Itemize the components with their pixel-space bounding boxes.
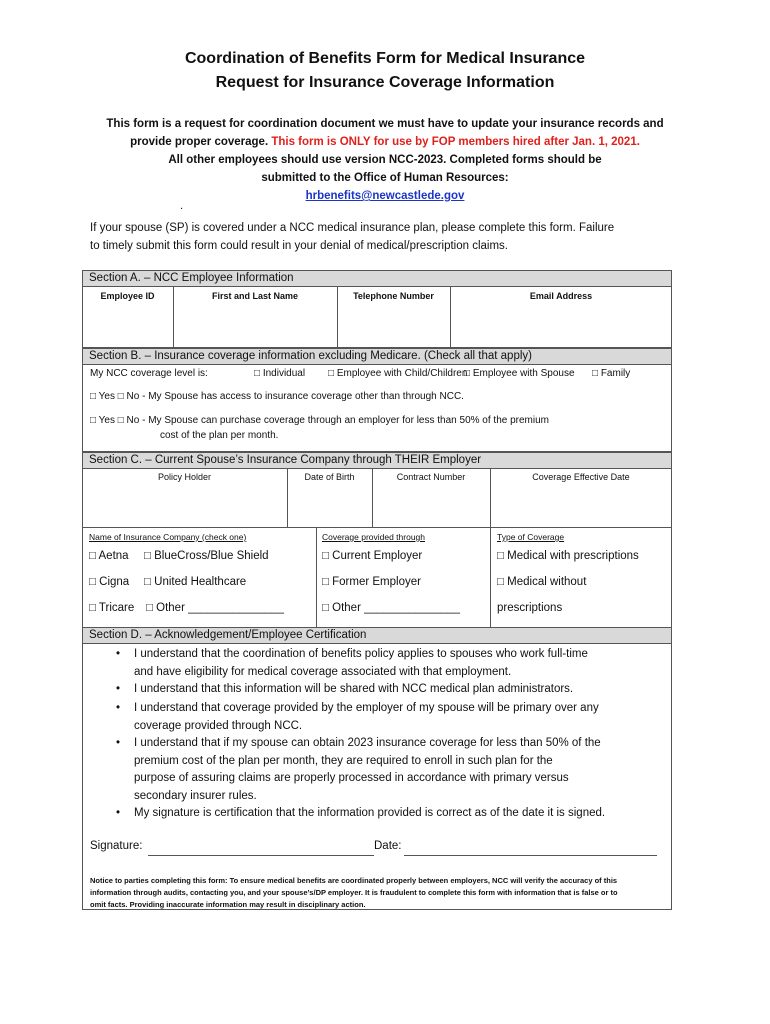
dob-field[interactable] <box>288 492 371 527</box>
policy-holder-field[interactable] <box>83 492 286 527</box>
notice-line-2: information through audits, contacting you, and your spouse’s/DP employer. It is fraudulent to complete this form with information that is false or to <box>90 888 618 897</box>
form-subtitle: Request for Insurance Coverage Information <box>215 74 555 91</box>
certification-bullet-1 <box>116 646 664 681</box>
bullet-5-marker: • <box>116 807 121 819</box>
col-employee-id: Employee ID <box>100 291 155 301</box>
spouse-purchase-question[interactable]: □ Yes □ No - My Spouse can purchase coverage through an employer for less than 50% of the premium <box>90 415 549 426</box>
effective-date-field[interactable] <box>491 492 671 527</box>
checkbox-bcbs[interactable]: □ BlueCross/Blue Shield <box>144 550 269 562</box>
section-d-header: Section D. – Acknowledgement/Employee Certification <box>82 627 672 644</box>
col-telephone: Telephone Number <box>353 291 434 301</box>
certification-bullet-5 <box>116 805 664 823</box>
checkbox-cigna[interactable]: □ Cigna <box>89 576 130 588</box>
bullet-4-line-2: premium cost of the plan per month, they are required to enroll in such plan for the <box>134 754 553 767</box>
checkbox-through-other[interactable]: □ Other _______________ <box>322 602 461 614</box>
spouse-access-question[interactable]: □ Yes □ No - My Spouse has access to insurance coverage other than through NCC. <box>90 391 464 402</box>
employee-name-field[interactable] <box>174 317 336 347</box>
bullet-1-line-2: and have eligibility for medical coverage associated with that employment. <box>134 665 512 678</box>
coverage-level-label: My NCC coverage level is: <box>90 368 208 379</box>
section-a-header: Section A. – NCC Employee Information <box>82 270 672 287</box>
fraud-notice <box>90 875 660 911</box>
bullet-4-marker: • <box>116 737 121 749</box>
bullet-2-marker: • <box>116 683 121 695</box>
email-field[interactable] <box>451 317 671 347</box>
instructions-line-1: If your spouse (SP) is covered under a NCC medical insurance plan, please complete this form. Failure <box>90 222 615 234</box>
bullet-3-line-2: coverage provided through NCC. <box>134 719 303 732</box>
checkbox-former-employer[interactable]: □ Former Employer <box>322 576 421 588</box>
fop-notice: This form is ONLY for use by FOP members hired after Jan. 1, 2021. <box>271 136 640 148</box>
intro-line-3: All other employees should use version NCC-2023. Completed forms should be <box>168 154 602 166</box>
intro-line-2 <box>70 133 700 151</box>
contract-number-field[interactable] <box>373 492 489 527</box>
signature-label: Signature: <box>90 840 143 852</box>
checkbox-medical-without-rx[interactable]: □ Medical without <box>497 576 587 588</box>
coverage-through-heading: Coverage provided through <box>322 532 426 542</box>
certification-bullet-3 <box>116 700 664 735</box>
form-title: Coordination of Benefits Form for Medical Insurance <box>184 50 586 67</box>
stray-dot: . <box>180 200 184 212</box>
bullet-3-marker: • <box>116 702 121 714</box>
checkbox-individual[interactable]: □ Individual <box>254 368 306 379</box>
medical-without-rx-cont: prescriptions <box>497 602 563 614</box>
bullet-1-marker: • <box>116 648 121 660</box>
col-name: First and Last Name <box>211 291 299 301</box>
bullet-4-line-3: purpose of assuring claims are properly processed in accordance with primary versus <box>134 772 569 784</box>
signature-line[interactable] <box>148 855 374 856</box>
checkbox-tricare[interactable]: □ Tricare <box>89 602 135 614</box>
col-contract-number: Contract Number <box>396 472 466 482</box>
bullet-3-line-1: I understand that coverage provided by the employer of my spouse will be primary over any <box>134 702 599 714</box>
checkbox-united-healthcare[interactable]: □ United Healthcare <box>144 576 247 588</box>
intro-text <box>70 115 700 205</box>
notice-line-1: Notice to parties completing this form: To ensure medical benefits are coordinated properly between employers, NCC will verify the accuracy of this <box>90 876 618 885</box>
bullet-1-line-1: I understand that the coordination of benefits policy applies to spouses who work full-time <box>134 648 588 660</box>
instructions-line-2: to timely submit this form could result in your denial of medical/prescription claims. <box>90 240 508 252</box>
checkbox-family[interactable]: □ Family <box>592 368 631 379</box>
checkbox-company-other[interactable]: □ Other _______________ <box>146 602 285 614</box>
insurance-company-heading: Name of Insurance Company (check one) <box>89 532 247 542</box>
bullet-4-line-4: secondary insurer rules. <box>134 789 257 802</box>
intro-line-2-text: provide proper coverage. <box>130 136 269 148</box>
intro-line-4: submitted to the Office of Human Resources: <box>261 172 509 184</box>
notice-line-3: omit facts. Providing inaccurate information may result in disciplinary action. <box>90 900 366 909</box>
benefits-form <box>82 270 672 910</box>
bullet-2-line-1: I understand that this information will be shared with NCC medical plan administrators. <box>134 683 574 695</box>
certification-bullet-4 <box>116 735 664 805</box>
col-policy-holder: Policy Holder <box>157 472 212 482</box>
date-label: Date: <box>374 840 402 852</box>
checkbox-employee-spouse[interactable]: □ Employee with Spouse <box>464 368 575 379</box>
employee-id-field[interactable] <box>83 317 172 347</box>
spouse-purchase-question-cont: cost of the plan per month. <box>160 430 279 441</box>
section-b-header: Section B. – Insurance coverage information excluding Medicare. (Check all that apply) <box>82 348 672 365</box>
col-dob: Date of Birth <box>304 472 355 482</box>
certification-bullet-2 <box>116 681 664 699</box>
checkbox-current-employer[interactable]: □ Current Employer <box>322 550 423 562</box>
checkbox-aetna[interactable]: □ Aetna <box>89 550 129 562</box>
checkbox-medical-with-rx[interactable]: □ Medical with prescriptions <box>497 550 639 562</box>
bullet-5-line-1: My signature is certification that the information provided is correct as of the date it is signed. <box>134 807 606 819</box>
coverage-type-heading: Type of Coverage <box>497 532 565 542</box>
telephone-field[interactable] <box>338 317 449 347</box>
hr-email-link[interactable]: hrbenefits@newcastlede.gov <box>305 190 465 202</box>
instructions <box>90 219 690 255</box>
col-effective-date: Coverage Effective Date <box>532 472 630 482</box>
intro-line-1: This form is a request for coordination document we must have to update your insurance records and <box>106 118 664 130</box>
date-line[interactable] <box>404 855 657 856</box>
checkbox-employee-child[interactable]: □ Employee with Child/Children <box>328 368 468 379</box>
col-email: Email Address <box>529 291 593 301</box>
section-c-header: Section C. – Current Spouse’s Insurance Company through THEIR Employer <box>82 452 672 469</box>
bullet-4-line-1: I understand that if my spouse can obtain 2023 insurance coverage for less than 50% of the <box>134 737 601 749</box>
